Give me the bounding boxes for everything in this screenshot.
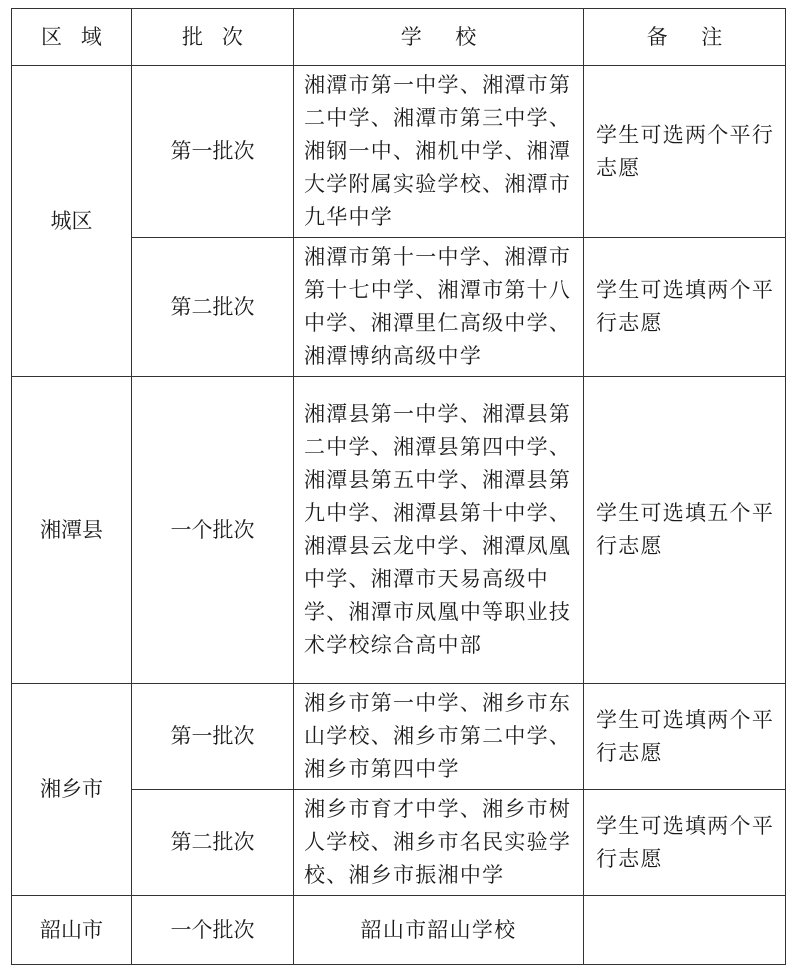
header-batch: 批次 [132,9,294,66]
school-cell: 韶山市韶山学校 [294,896,584,965]
header-region: 区域 [12,9,132,66]
note-cell [584,896,786,965]
school-cell: 湘乡市第一中学、湘乡市东山学校、湘乡市第二中学、湘乡市第四中学 [294,684,584,790]
note-cell: 学生可选填两个平行志愿 [584,684,786,790]
note-cell: 学生可选填五个平行志愿 [584,377,786,684]
table-row [12,684,786,790]
table-row [12,377,786,684]
header-school: 学校 [294,9,584,66]
region-cell: 湘潭县 [12,377,132,684]
table-row [12,66,786,238]
region-cell: 韶山市 [12,896,132,965]
school-cell: 湘乡市育才中学、湘乡市树人学校、湘乡市名民实验学校、湘乡市振湘中学 [294,790,584,896]
header-note: 备注 [584,9,786,66]
note-cell: 学生可选填两个平行志愿 [584,790,786,896]
school-cell: 湘潭县第一中学、湘潭县第二中学、湘潭县第四中学、湘潭县第五中学、湘潭县第九中学、湘潭县第十中学、湘潭县云龙中学、湘潭凤凰中学、湘潭市天易高级中学、湘潭市凤凰中等职业技术学校综合高中部 [294,377,584,684]
batch-cell: 一个批次 [132,896,294,965]
batch-cell: 第二批次 [132,238,294,377]
school-cell: 湘潭市第一中学、湘潭市第二中学、湘潭市第三中学、湘钢一中、湘机中学、湘潭大学附属实验学校、湘潭市九华中学 [294,66,584,238]
batch-cell: 第一批次 [132,684,294,790]
batch-cell: 一个批次 [132,377,294,684]
batch-cell: 第二批次 [132,790,294,896]
batch-cell: 第一批次 [132,66,294,238]
note-cell: 学生可选填两个平行志愿 [584,238,786,377]
region-cell: 湘乡市 [12,684,132,896]
note-cell: 学生可选两个平行志愿 [584,66,786,238]
region-cell: 城区 [12,66,132,377]
header-row [12,9,786,66]
enrollment-table [11,8,786,965]
table-row [12,896,786,965]
school-cell: 湘潭市第十一中学、湘潭市第十七中学、湘潭市第十八中学、湘潭里仁高级中学、湘潭博纳高级中学 [294,238,584,377]
